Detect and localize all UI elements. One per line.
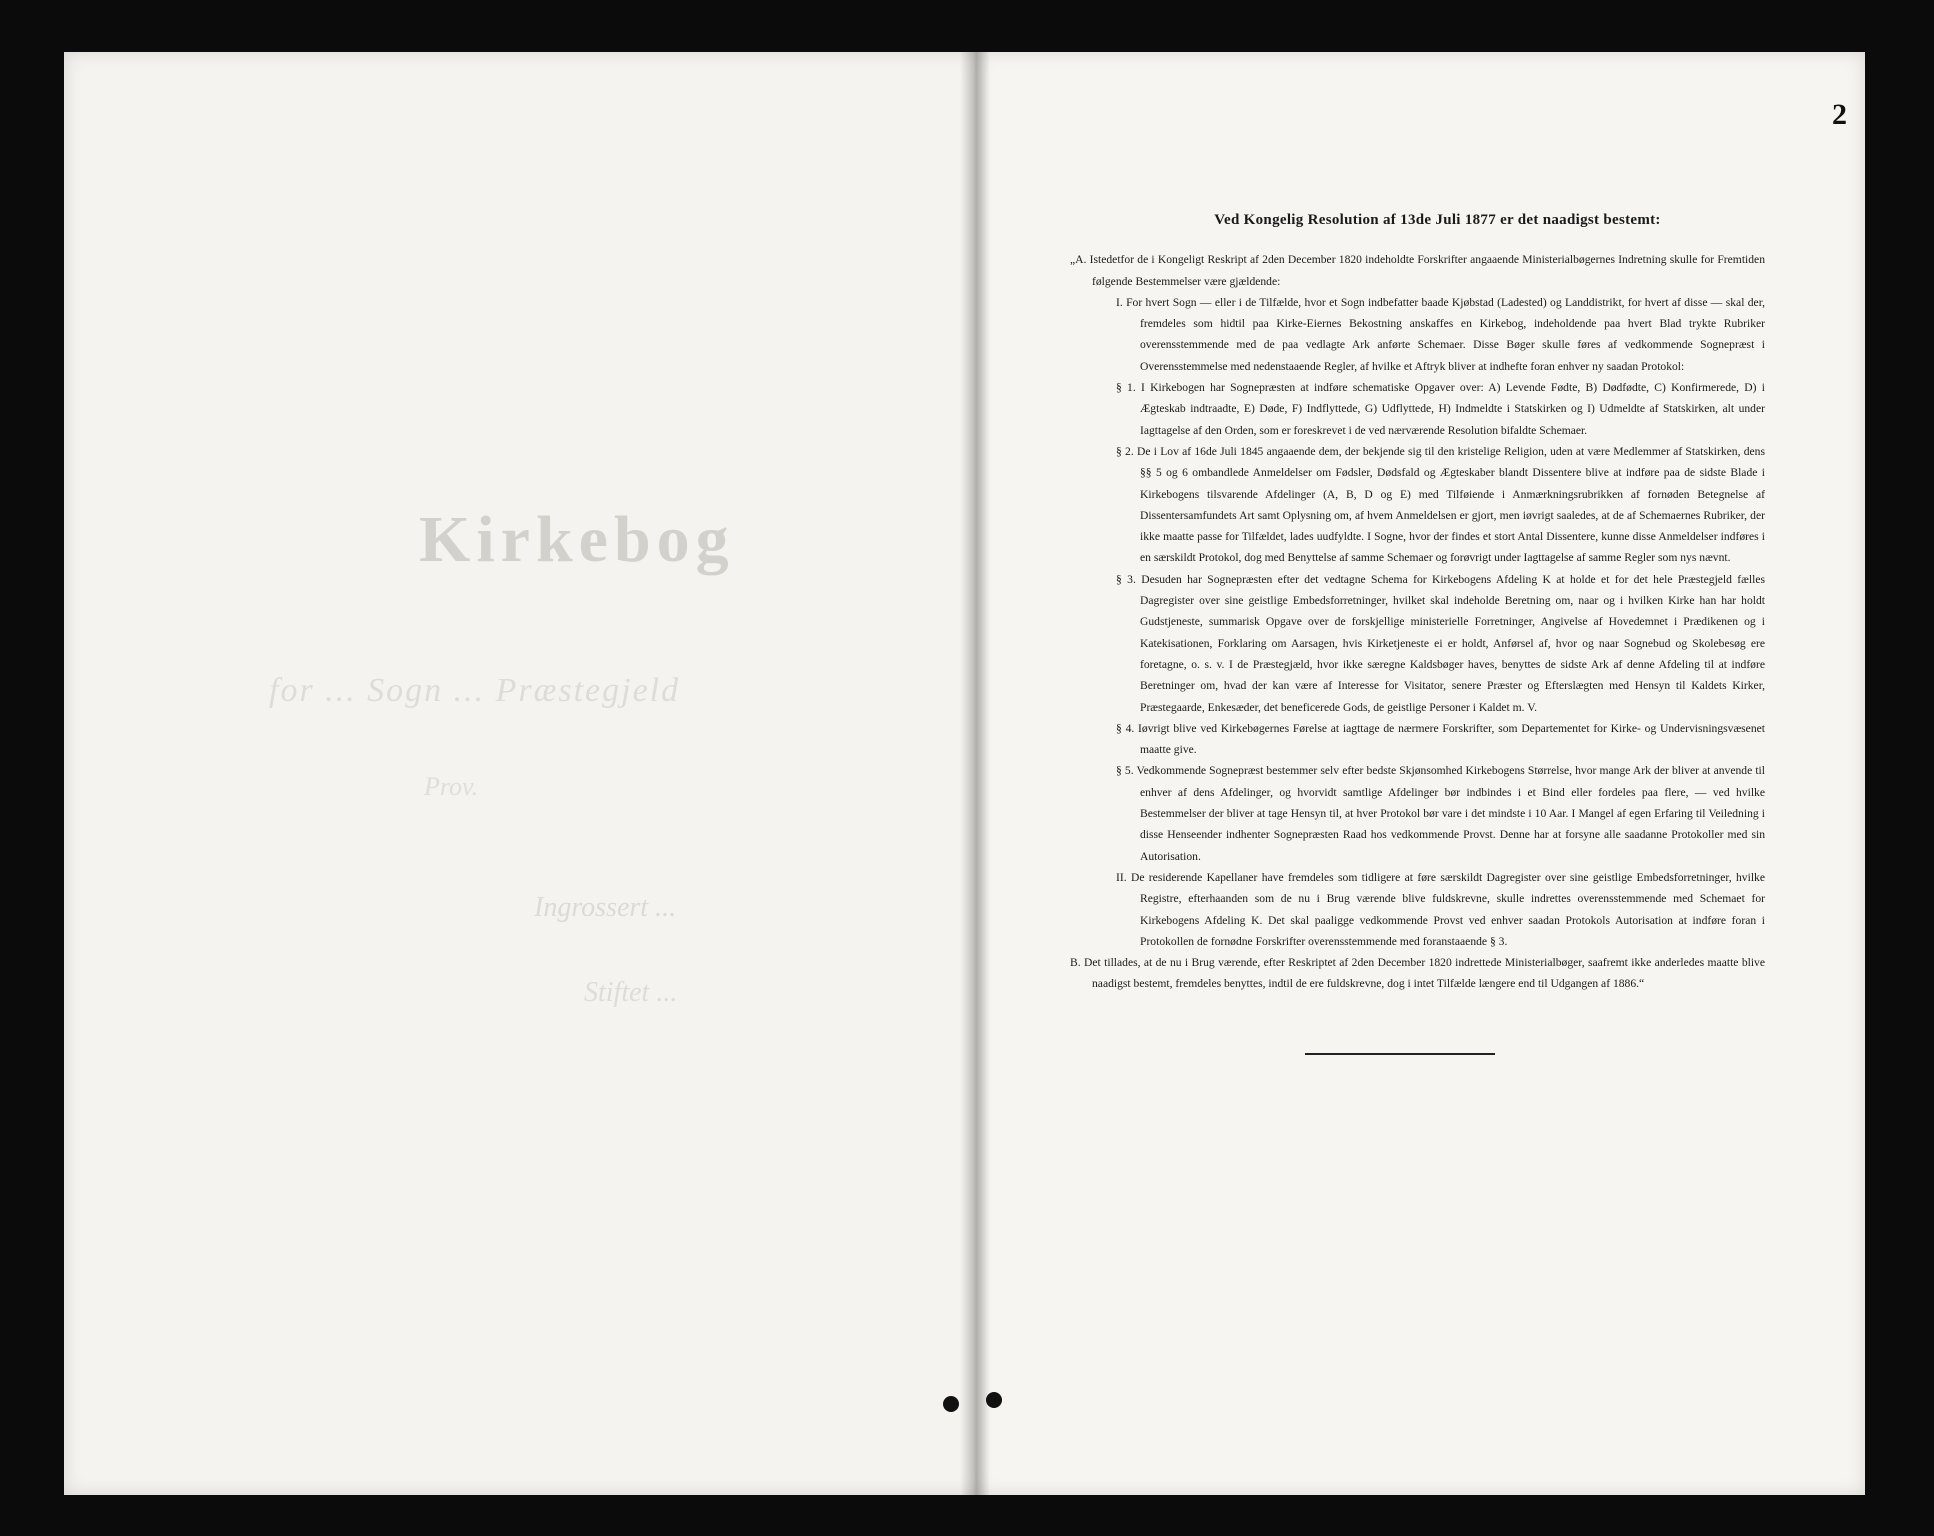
resolution-text bbox=[1070, 210, 1765, 1055]
closing-rule bbox=[1305, 1053, 1495, 1055]
section-2: § 2. De i Lov af 16de Juli 1845 angaaende dem, der bekjende sig til den kristelige Religion, uden at være Medlemmer af Statskirken, dens §§ 5 og 6 ombandlede Anmeldelser om Fødsler, Dødsfald og Ægteskaber blandt Dissentere blive at indføre paa de sidste Blade i Kirkebogens tilsvarende Afdelinger (A, B, D og E) med Tilføiende i Anmærkningsrubrikken af fornøden Betegnelse af Dissentersamfundets Art samt Oplysning om, af hvem Anmeldelsen er gjort, men iøvrigt saaledes, at de af Schemaernes Rubriker, der ikke maatte passe for Tilfældet, lades uudfyldte. I Sogne, hvor der findes et stort Antal Dissentere, kunne disse Anmeldelser indføres i en særskildt Protokol, dog med Benyttelse af samme Schemaer og forøvrigt under Iagttagelse af samme Regler som nys nævnt. bbox=[1116, 444, 1765, 565]
paragraph-i: I. For hvert Sogn — eller i de Tilfælde, hvor et Sogn indbefatter baade Kjøbstad (Ladested) og Landdistrikt, for hvert af disse — skal der, fremdeles som hidtil paa Kirke-Eiernes Bekostning anskaffes en Kirkebog, indeholdende paa hvert Blad trykte Rubriker overensstemmende med de paa vedlagte Ark anførte Schemaer. Disse Bøger skulle føres af vedkommende Sognepræst i Overensstemmelse med nedenstaaende Regler, af hvilke et Aftryk bliver at indhefte foran enhver ny saadan Protokol: bbox=[1116, 295, 1765, 373]
ghost-title: Kirkebog bbox=[419, 503, 735, 576]
page-number: 2 bbox=[1832, 98, 1847, 131]
ghost-line-2: Prov. bbox=[424, 772, 479, 801]
ghost-line-4: Stiftet ... bbox=[584, 977, 678, 1008]
paragraph-b: B. Det tillades, at de nu i Brug værende, efter Reskriptet af 2den December 1820 indrettede Ministerialbøger, saafremt ikke anderledes maatte blive naadigst bestemt, fremdeles benyttes, indtil de ere fuldskrevne, dog i intet Tilfælde længere end til Udgangen af 1886.“ bbox=[1070, 956, 1765, 991]
section-3: § 3. Desuden har Sognepræsten efter det vedtagne Schema for Kirkebogens Afdeling K at holde et for det hele Præstegjeld fælles Dagregister over sine geistlige Embedsforretninger, hvilket skal indeholde Beretning om, naar og i hvilken Kirke han har holdt Gudstjeneste, summarisk Opgave over de forskjellige ministerielle Forretninger, Angivelse af Hovedemnet i Prædikenen og i Katekisationen, Forklaring om Aarsagen, hvis Kirketjeneste ei er holdt, Anførsel af, hvor og naar Sognebud og Skolebesøg ere foretagne, o. s. v. I de Præstegjæld, hvor ikke særegne Kaldsbøger haves, benyttes de sidste Ark af denne Afdeling til at indføre Beretninger om, hvad der kan være af Interesse for Visitator, senere Præster og Efterslægten med Hensyn til Kaldets Kirker, Præstegaarde, Enkesæder, det beneficerede Gods, de geistlige Personer i Kaldet m. V. bbox=[1116, 572, 1765, 714]
paragraph-ii: II. De residerende Kapellaner have fremdeles som tidligere at føre særskildt Dagregister over sine geistlige Embedsforretninger, hvilke Registre, efterhaanden som de nu i Brug værende blive fuldskrevne, skulle indrettes overensstemmende med Schemaet for Kirkebogens Afdeling K. Det skal paaligge vedkommende Provst ved enhver saadan Protokols Autorisation at indføre foran i Protokollen de fornødne Forskrifter overensstemmende med foranstaaende § 3. bbox=[1116, 870, 1765, 948]
binding-hole bbox=[986, 1392, 1002, 1408]
binding-hole bbox=[943, 1396, 959, 1412]
ghost-line-3: Ingrossert ... bbox=[534, 892, 677, 923]
section-4: § 4. Iøvrigt blive ved Kirkebøgernes Førelse at iagttage de nærmere Forskrifter, som Departementet for Kirke- og Undervisningsvæsenet maatte give. bbox=[1116, 721, 1765, 757]
ghost-line-1: for ... Sogn ... Præstegjeld bbox=[269, 672, 681, 709]
document-heading: Ved Kongelig Resolution af 13de Juli 1877 er det naadigst bestemt: bbox=[1214, 212, 1661, 228]
section-1: § 1. I Kirkebogen har Sognepræsten at indføre schematiske Opgaver over: A) Levende Fødte, B) Dødfødte, C) Konfirmerede, D) i Ægteskab indtraadte, E) Døde, F) Indflyttede, G) Udflyttede, H) Indmeldte i Statskirken og I) Udmeldte af Statskirken, alt under Iagttagelse af den Orden, som er foreskrevet i de ved nærværende Resolution bifaldte Schemaer. bbox=[1116, 381, 1765, 437]
section-5: § 5. Vedkommende Sognepræst bestemmer selv efter bedste Skjønsomhed Kirkebogens Størrelse, hvor mange Ark der bliver at anvende til enhver af dens Afdelinger, og hvorvidt samtlige Afdelinger bør indbindes i et Bind eller fordeles paa flere, — ved hvilke Bestemmelser der bliver at tage Hensyn til, at hver Protokol bør vare i det mindste i 10 Aar. I Mangel af egen Erfaring til Veiledning i disse Henseender indhenter Sognepræsten Raad hos vedkommende Provst. Denne har at forsyne alle saadanne Protokoller med sin Autorisation. bbox=[1116, 764, 1765, 863]
book-gutter bbox=[960, 52, 990, 1495]
paragraph-a: „A. Istedetfor de i Kongeligt Reskript af 2den December 1820 indeholdte Forskrifter angaaende Ministerialbøgernes Indretning skulle for Fremtiden følgende Bestemmelser være gjældende: bbox=[1070, 253, 1765, 288]
left-page bbox=[64, 52, 979, 1495]
